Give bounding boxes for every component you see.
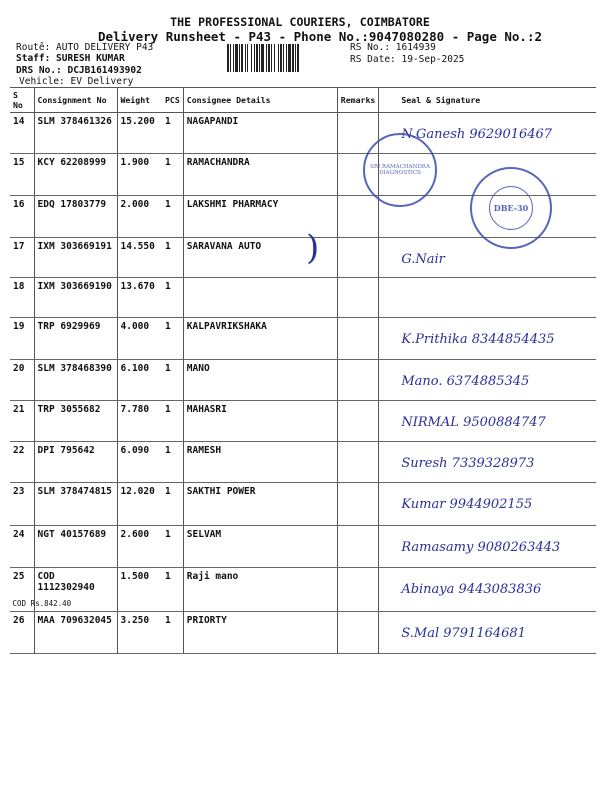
cell-weight-text: 4.000 [120,321,150,332]
stamp-inner [489,186,534,231]
company-title: THE PROFESSIONAL COURIERS, COIMBATORE [170,15,430,29]
cell-weight [117,196,162,238]
cell-consignee [183,278,337,318]
vehicle-label: Vehicle: EV Delivery [19,76,134,87]
table-row [10,360,596,401]
cell-sno-text: 21 [13,404,25,415]
cell-consignment-text: SLM 378474815 [37,486,112,497]
cell-sno-text: 14 [13,116,25,127]
cell-sno-text: 26 [13,615,25,626]
cell-consignee-text: MAHASRI [186,404,227,415]
cell-weight [117,360,162,401]
table-row [10,113,596,154]
cell-pcs-text: 1 [165,363,171,374]
cell-signature-text: K.Prithika 8344854435 [401,332,555,347]
handwritten-bracket: ) [306,228,320,268]
cell-consignment-text: EDQ 17803779 [37,199,107,210]
cell-pcs-text: 1 [165,157,171,168]
cell-sno [10,238,34,278]
cell-pcs-text: 1 [165,321,171,332]
table-row [10,442,596,483]
cell-weight [117,568,162,612]
cell-consignment-text: SLM 378461326 [37,116,112,127]
cell-sno [10,360,34,401]
cell-remarks [337,526,379,568]
cell-consignee-text: KALPAVRIKSHAKA [186,321,267,332]
cell-consignment [34,113,117,154]
cell-signature-text: Abinaya 9443083836 [401,582,542,597]
cell-pcs-text: 1 [165,404,171,415]
cell-consignee [183,483,337,526]
cell-weight-text: 1.900 [120,157,150,168]
cell-pcs [162,612,183,654]
cell-pcs [162,154,183,196]
cell-signature [379,278,596,318]
table-row [10,278,596,318]
cell-sno [10,401,34,442]
cell-pcs-text: 1 [165,116,171,127]
cell-consignee [183,442,337,483]
cell-consignee [183,360,337,401]
cell-weight-text: 6.090 [120,445,150,456]
cell-consignment [34,360,117,401]
rs-no-label: RS No.: 1614939 [350,42,436,53]
cell-sno-text: 15 [13,157,25,168]
cell-pcs-text: 1 [165,529,171,540]
cell-sno [10,154,34,196]
cell-consignee-text: NAGAPANDI [186,116,239,127]
cell-weight [117,612,162,654]
cell-signature-text: Mano. 6374885345 [401,374,530,389]
cell-signature-text: Kumar 9944902155 [401,497,533,512]
cell-weight [117,278,162,318]
cell-signature [379,442,596,483]
cell-consignee-text: SELVAM [186,529,222,540]
cell-pcs [162,401,183,442]
cell-consignment [34,442,117,483]
cell-consignee [183,113,337,154]
cell-consignment [34,154,117,196]
runsheet-subtitle: Delivery Runsheet - P43 - Phone No.:9047080280 - Page No.:2 [97,29,542,44]
cell-consignment-text: NGT 40157689 [37,529,107,540]
cell-weight-text: 12.020 [120,486,155,497]
cell-sno-text: 25 [13,571,25,582]
cell-weight-text: 2.600 [120,529,150,540]
cell-signature-text: N.Ganesh 9629016467 [401,127,553,142]
cell-consignee-text: Raji mano [186,571,239,582]
cell-weight-text: 2.000 [120,199,150,210]
cell-pcs [162,318,183,360]
cell-signature [379,483,596,526]
cell-remarks [337,360,379,401]
cell-pcs [162,238,183,278]
col-consignment: Consignment No [34,88,117,113]
table-header-row [10,88,596,113]
cell-consignee [183,154,337,196]
cell-remarks [337,483,379,526]
cell-weight-text: 7.780 [120,404,150,415]
cell-consignment [34,483,117,526]
cell-weight-text: 6.100 [120,363,150,374]
cell-remarks [337,238,379,278]
table-row [10,612,596,654]
cell-pcs [162,526,183,568]
cell-consignee [183,568,337,612]
cell-sno-text: 20 [13,363,25,374]
stamp-text: SRI RAMACHANDRA DIAGNOSTICS [370,164,430,176]
cell-weight [117,442,162,483]
cell-consignment [34,401,117,442]
barcode-icon [227,44,346,72]
cell-weight [117,483,162,526]
cell-consignment-text: IXM 303669190 [37,281,112,292]
cell-consignment [34,318,117,360]
cell-weight [117,526,162,568]
cell-consignment-text: SLM 378468390 [37,363,112,374]
cell-signature [379,401,596,442]
cell-consignment-text: KCY 62208999 [37,157,107,168]
cell-sno [10,196,34,238]
cell-consignment [34,526,117,568]
cell-sno-text: 19 [13,321,25,332]
cell-signature [379,318,596,360]
cell-consignee-text: MANO [186,363,210,374]
table-row [10,526,596,568]
cell-sno [10,526,34,568]
drs-label: DRS No.: DCJB161493902 [16,65,142,76]
cell-weight-text: 15.200 [120,116,155,127]
cell-signature-text: Suresh 7339328973 [401,456,535,471]
cell-weight-text: 1.500 [120,571,150,582]
stamp-ramachandra [363,133,437,207]
cell-pcs-text: 1 [165,615,171,626]
cell-consignment-text: COD 1112302940 [37,571,95,593]
col-pcs: PCS [162,88,183,113]
cell-consignee-text: RAMACHANDRA [186,157,250,168]
cell-consignment [34,196,117,238]
cell-weight [117,401,162,442]
col-seal-signature: Seal & Signature [379,88,596,113]
cell-consignee-text: LAKSHMI PHARMACY [186,199,279,210]
col-weight: Weight [117,88,162,113]
cell-weight-text: 3.250 [120,615,150,626]
cell-consignee-text: SAKTHI POWER [186,486,256,497]
cell-weight [117,318,162,360]
table-row [10,318,596,360]
cell-remarks [337,401,379,442]
table-row [10,483,596,526]
cell-consignment-text: TRP 6929969 [37,321,101,332]
cell-sno [10,483,34,526]
cell-sno-text: 22 [13,445,25,456]
cell-sno-text: 24 [13,529,25,540]
rs-date-label: RS Date: 19-Sep-2025 [350,54,465,65]
cell-signature-text: G.Nair [401,252,445,267]
cell-pcs-text: 1 [165,571,171,582]
cell-pcs-text: 1 [165,241,171,252]
cell-weight-text: 14.550 [120,241,155,252]
cell-consignment-text: DPI 795642 [37,445,95,456]
cell-pcs-text: 1 [165,445,171,456]
staff-label: Staff: SURESH KUMAR [16,53,125,64]
cell-signature [379,568,596,612]
cell-signature-text: Ramasamy 9080263443 [401,540,561,555]
col-remarks: Remarks [337,88,379,113]
cell-pcs [162,278,183,318]
cell-consignee [183,401,337,442]
cell-signature [379,526,596,568]
cell-signature [379,360,596,401]
cell-consignment [34,278,117,318]
cell-sno [10,442,34,483]
table-row [10,401,596,442]
cell-remarks [337,442,379,483]
cell-remarks [337,568,379,612]
cell-weight [117,238,162,278]
cell-consignee-text: PRIORTY [186,615,227,626]
cell-signature [379,612,596,654]
cell-sno-text: 18 [13,281,25,292]
table-row [10,568,596,612]
cell-pcs [162,442,183,483]
cell-sno [10,113,34,154]
cell-consignee [183,612,337,654]
cell-pcs [162,568,183,612]
cell-consignment-text: MAA 709632045 [37,615,112,626]
cell-pcs-text: 1 [165,199,171,210]
cell-pcs-text: 1 [165,486,171,497]
cell-consignee-text: SARAVANA AUTO [186,241,262,252]
cell-pcs [162,360,183,401]
cell-sno-text: 17 [13,241,25,252]
cell-sno [10,612,34,654]
cell-sno [10,278,34,318]
cell-consignment [34,238,117,278]
cell-pcs [162,483,183,526]
cod-note: COD Rs.842.40 [12,599,72,608]
cell-consignment [34,612,117,654]
cell-consignee [183,526,337,568]
cell-signature [379,238,596,278]
cell-consignee [183,318,337,360]
cell-signature-text: S.Mal 9791164681 [401,626,526,641]
cell-signature-text: NIRMAL 9500884747 [401,415,546,430]
cell-weight-text: 13.670 [120,281,155,292]
cell-consignment-text: TRP 3055682 [37,404,101,415]
cell-remarks [337,278,379,318]
cell-consignment-text: IXM 303669191 [37,241,112,252]
cell-weight [117,154,162,196]
cell-remarks [337,318,379,360]
barcode-bar [299,44,300,72]
cell-sno-text: 16 [13,199,25,210]
cell-pcs [162,196,183,238]
cell-remarks [337,612,379,654]
col-consignee: Consignee Details [183,88,337,113]
stamp-lakshmi-pharmacy [470,167,552,249]
cell-sno [10,318,34,360]
cell-pcs-text: 1 [165,281,171,292]
cell-weight [117,113,162,154]
cell-remarks [337,196,379,238]
stamp-inner-text: DBE-30 [493,202,529,213]
cell-sno-text: 23 [13,486,25,497]
col-sno: S No [10,88,34,113]
cell-pcs [162,113,183,154]
route-label: Routê: AUTO DELIVERY P43 [16,42,154,53]
cell-consignee-text: RAMESH [186,445,222,456]
